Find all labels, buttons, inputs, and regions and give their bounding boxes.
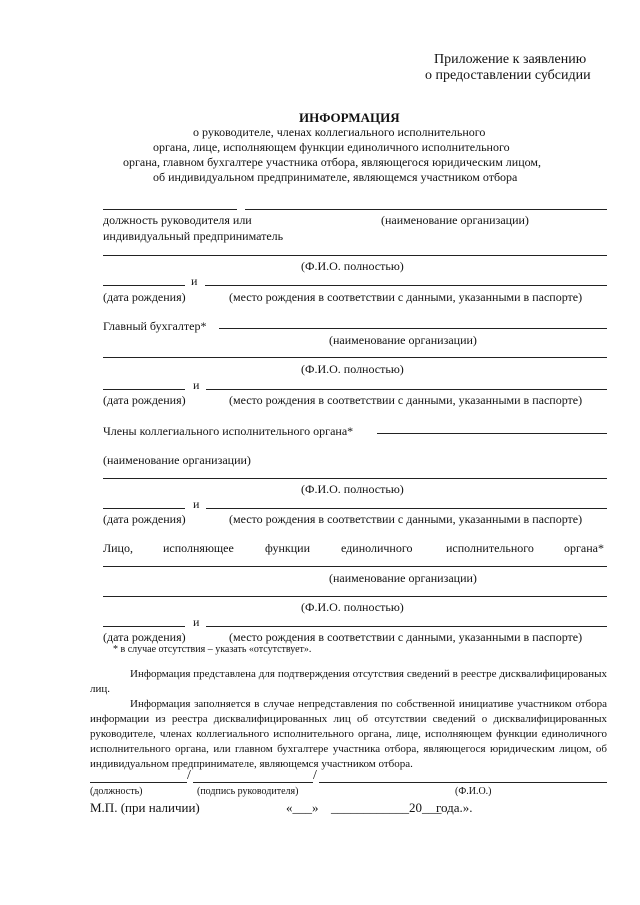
signature-fio-caption: (Ф.И.О.) xyxy=(455,786,492,797)
accountant-and: и xyxy=(193,378,200,392)
note-paragraph-1 xyxy=(90,667,607,697)
signature-slash-1: / xyxy=(187,768,191,783)
birth-date-line[interactable] xyxy=(103,285,185,286)
sole-org-line[interactable] xyxy=(103,566,607,567)
accountant-birth-date-caption: (дата рождения) xyxy=(103,393,186,407)
signature-sign-line[interactable] xyxy=(193,782,313,783)
signature-sign-caption: (подпись руководителя) xyxy=(197,786,299,797)
signature-fio-line[interactable] xyxy=(319,782,607,783)
date-day[interactable]: «___» xyxy=(286,800,319,815)
accountant-fio-line[interactable] xyxy=(103,357,607,358)
stamp-label: М.П. (при наличии) xyxy=(90,800,200,815)
sole-birth-date-line[interactable] xyxy=(103,626,185,627)
note-text-1: Информация представлена для подтверждения отсутствия сведений в реестре дисквалифицированых лиц. xyxy=(90,668,607,695)
title-subline-1: о руководителе, членах коллегиального исполнительного xyxy=(193,125,486,139)
accountant-org-caption: (наименование организации) xyxy=(329,333,477,347)
accountant-fio-caption: (Ф.И.О. полностью) xyxy=(301,362,404,376)
position-line[interactable] xyxy=(103,209,237,210)
sole-word-3: функции xyxy=(265,541,310,555)
collegial-birth-date-caption: (дата рождения) xyxy=(103,512,186,526)
birth-place-caption: (место рождения в соответствии с данными, указанными в паспорте) xyxy=(229,290,583,304)
sole-fio-caption: (Ф.И.О. полностью) xyxy=(301,600,404,614)
sole-word-6: органа* xyxy=(564,541,604,555)
collegial-and: и xyxy=(193,497,200,511)
sole-word-4: единоличного xyxy=(341,541,413,555)
title-subline-4: об индивидуальном предпринимателе, являющемся участником отбора xyxy=(153,170,518,184)
accountant-birth-date-line[interactable] xyxy=(103,389,185,390)
sole-word-5: исполнительного xyxy=(446,541,534,555)
accountant-org-line[interactable] xyxy=(219,328,607,329)
collegial-label: Члены коллегиального исполнительного органа* xyxy=(103,424,354,438)
appendix-line-2: о предоставлении субсидии xyxy=(425,68,591,83)
title-subline-2: органа, лице, исполняющем функции единоличного исполнительного xyxy=(153,140,510,154)
birth-place-line[interactable] xyxy=(205,285,607,286)
document-title: ИНФОРМАЦИЯ xyxy=(299,110,400,125)
sole-word-2: исполняющее xyxy=(163,541,234,555)
appendix-line-1: Приложение к заявлению xyxy=(434,52,587,67)
collegial-org-caption: (наименование организации) xyxy=(103,453,251,467)
collegial-fio-line[interactable] xyxy=(103,478,607,479)
org-name-caption: (наименование организации) xyxy=(381,213,529,227)
collegial-birth-place-line[interactable] xyxy=(206,508,607,509)
collegial-birth-place-caption: (место рождения в соответствии с данными, указанными в паспорте) xyxy=(229,512,583,526)
date-suffix: года.». xyxy=(436,800,473,815)
note-paragraph-2 xyxy=(90,697,607,772)
sole-word-1: Лицо, xyxy=(103,541,133,555)
collegial-line[interactable] xyxy=(377,433,607,434)
sole-birth-place-caption: (место рождения в соответствии с данными, указанными в паспорте) xyxy=(229,630,583,644)
sole-birth-date-caption: (дата рождения) xyxy=(103,630,186,644)
signature-position-line[interactable] xyxy=(90,782,187,783)
and-conjunction: и xyxy=(191,274,198,288)
birth-date-caption: (дата рождения) xyxy=(103,290,186,304)
fio-line[interactable] xyxy=(103,255,607,256)
collegial-birth-date-line[interactable] xyxy=(103,508,185,509)
sole-org-caption: (наименование организации) xyxy=(329,571,477,585)
accountant-birth-place-caption: (место рождения в соответствии с данными, указанными в паспорте) xyxy=(229,393,583,407)
sole-and: и xyxy=(193,615,200,629)
note-text-2: Информация заполняется в случае непредставления по собственной инициативе участником отбора информации из реестра дисквалифицированных лиц об отсутствии сведений о дисквалифицированных руководителе, членах коллегиального исполнительного органа, лице, исполняющем функции единоличного исполнительного органа, или главном бухгалтере участника отбора, являющегося юридическим лицом, об индивидуальном предпринимателе, являющемся участником отбора. xyxy=(90,698,607,770)
collegial-fio-caption: (Ф.И.О. полностью) xyxy=(301,482,404,496)
fio-caption: (Ф.И.О. полностью) xyxy=(301,259,404,273)
position-label-1: должность руководителя или xyxy=(103,213,252,227)
signature-slash-2: / xyxy=(313,768,317,783)
accountant-label: Главный бухгалтер* xyxy=(103,319,207,333)
title-subline-3: органа, главном бухгалтере участника отбора, являющегося юридическим лицом, xyxy=(123,155,542,169)
signature-position-caption: (должность) xyxy=(90,786,143,797)
position-label-2: индивидуальный предприниматель xyxy=(103,229,284,243)
footnote: * в случае отсутствия – указать «отсутствует». xyxy=(113,644,312,655)
accountant-birth-place-line[interactable] xyxy=(206,389,607,390)
sole-birth-place-line[interactable] xyxy=(206,626,607,627)
sole-fio-line[interactable] xyxy=(103,596,607,597)
org-name-line[interactable] xyxy=(245,209,607,210)
date-month-year[interactable]: ____________20___ xyxy=(331,800,442,815)
